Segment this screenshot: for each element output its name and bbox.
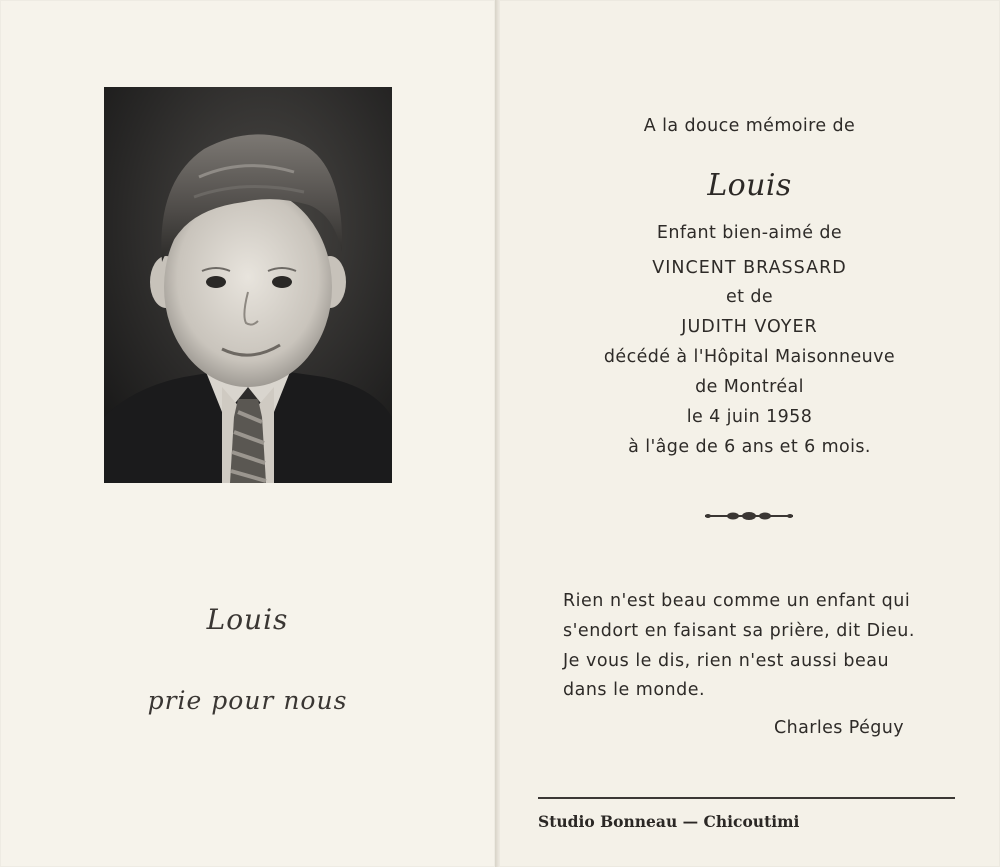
beloved-child-line: Enfant bien-aimé de [656, 223, 843, 243]
mother-name: JUDITH VOYER [681, 317, 818, 337]
death-place-line: décédé à l'Hôpital Maisonneuve [603, 347, 896, 367]
city-line: de Montréal [695, 377, 804, 397]
left-card [0, 0, 495, 867]
prayer-text: prie pour nous [147, 686, 348, 715]
poem-line-3: Je vous le dis, rien n'est aussi beau [563, 651, 890, 671]
poem-line-1: Rien n'est beau comme un enfant qui [563, 591, 911, 611]
death-date: le 4 juin 1958 [686, 407, 813, 427]
ornament-divider [705, 509, 793, 523]
portrait-illustration [104, 87, 392, 483]
poem-line-2: s'endort en faisant sa prière, dit Dieu. [563, 621, 915, 641]
father-name: VINCENT BRASSARD [652, 258, 847, 278]
memory-heading: A la douce mémoire de [643, 116, 856, 136]
left-name: Louis [206, 603, 289, 636]
portrait-photo [104, 87, 392, 483]
footer-rule [538, 797, 955, 799]
and-of-line: et de [725, 287, 774, 307]
studio-credit: Studio Bonneau — Chicoutimi [538, 812, 800, 831]
deceased-name: Louis [707, 168, 792, 203]
poem-author: Charles Péguy [774, 718, 904, 738]
poem-line-4: dans le monde. [563, 680, 706, 700]
age-line: à l'âge de 6 ans et 6 mois. [628, 437, 871, 457]
